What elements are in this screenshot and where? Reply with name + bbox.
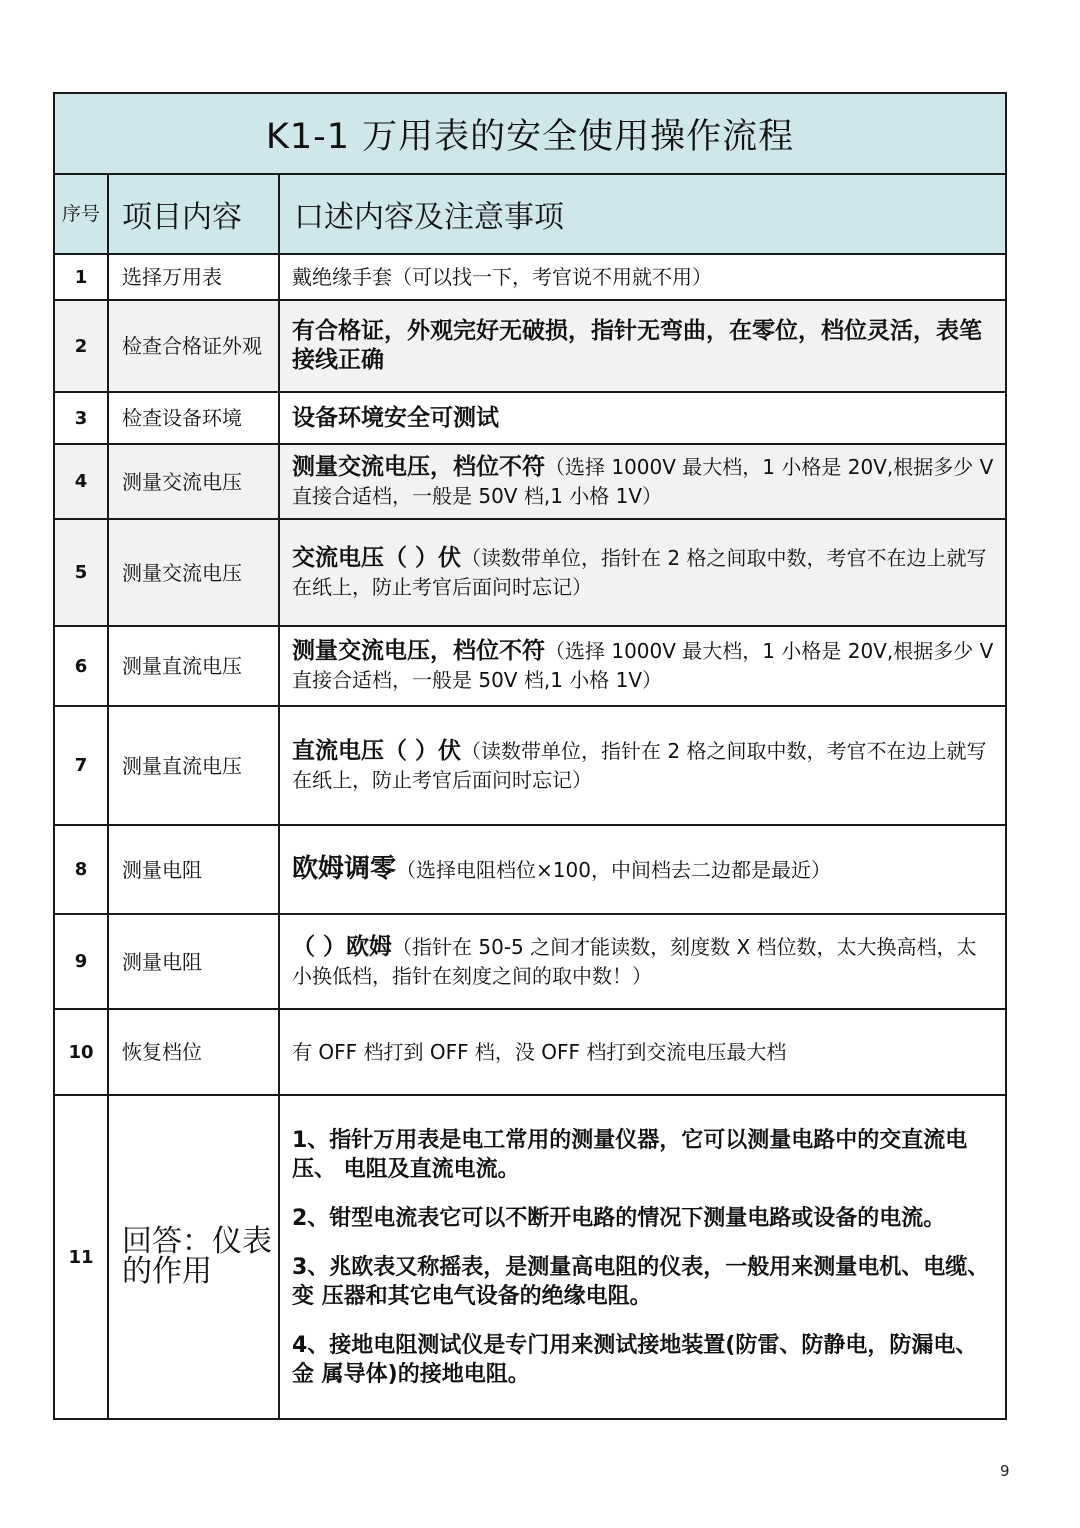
table-row [54, 825, 1006, 914]
table-row [54, 914, 1006, 1009]
row-desc [279, 392, 1006, 444]
row-item: 测量直流电压 [108, 626, 279, 706]
row-desc-bold: 欧姆调零 [292, 853, 397, 884]
row-item: 选择万用表 [108, 254, 279, 300]
row-desc [279, 444, 1006, 519]
row-item: 测量交流电压 [108, 519, 279, 626]
header-item: 项目内容 [108, 174, 279, 254]
row-item: 恢复档位 [108, 1009, 279, 1095]
row-desc-text: （读数带单位，指针在 2 格之间取中数，考官不在边上就写在纸上，防止考官后面问时忘记） [292, 738, 987, 792]
table-row [54, 254, 1006, 300]
row-no: 10 [54, 1009, 108, 1095]
row-desc [279, 1009, 1006, 1095]
row-item: 回答：仪表的作用 [108, 1095, 279, 1419]
answer-item: 2、钳型电流表它可以不断开电路的情况下测量电路或设备的电流。 [292, 1205, 946, 1231]
row-item: 测量电阻 [108, 914, 279, 1009]
row-desc [279, 519, 1006, 626]
row-desc [279, 825, 1006, 914]
row-desc-bold: 测量交流电压，档位不符 [292, 453, 545, 480]
row-desc-bold: 测量交流电压，档位不符 [292, 638, 545, 664]
row-desc-text: （读数带单位，指针在 2 格之间取中数，考官不在边上就写在纸上，防止考官后面问时忘记） [292, 545, 987, 599]
row-no: 11 [54, 1095, 108, 1419]
row-desc-text: （选择 1000V 最大档，1 小格是 20V,根据多少 V 直接合适档，一般是 50V 档,1 小格 1V） [292, 639, 994, 692]
answer-item: 3、兆欧表又称摇表，是测量高电阻的仪表，一般用来测量电机、电缆、变 压器和其它电气设备的绝缘电阻。 [292, 1254, 990, 1309]
answer-item: 4、接地电阻测试仪是专门用来测试接地装置(防雷、防静电，防漏电、金 属导体)的接地电阻。 [292, 1332, 978, 1387]
table-row [54, 1095, 1006, 1419]
row-no: 6 [54, 626, 108, 706]
table-row [54, 519, 1006, 626]
row-desc [279, 254, 1006, 300]
table-row [54, 1009, 1006, 1095]
table-row [54, 300, 1006, 392]
row-desc [279, 300, 1006, 392]
table-row [54, 392, 1006, 444]
row-item: 检查设备环境 [108, 392, 279, 444]
row-desc-text: （选择 1000V 最大档，1 小格是 20V,根据多少 V 直接合适档，一般是 50V 档,1 小格 1V） [292, 454, 994, 508]
answer-list [279, 1095, 1006, 1419]
answer-item: 1、指针万用表是电工常用的测量仪器，它可以测量电路中的交直流电压、 电阻及直流电流。 [292, 1127, 968, 1182]
header-no: 序号 [54, 174, 108, 254]
procedure-table [53, 92, 1007, 1420]
row-no: 9 [54, 914, 108, 1009]
row-no: 1 [54, 254, 108, 300]
row-desc-bold: 有合格证，外观完好无破损，指针无弯曲，在零位，档位灵活，表笔接线正确 [292, 318, 982, 373]
row-no: 5 [54, 519, 108, 626]
row-no: 7 [54, 706, 108, 825]
row-desc [279, 914, 1006, 1009]
row-item: 测量直流电压 [108, 706, 279, 825]
row-desc-text: 有 OFF 档打到 OFF 档，没 OFF 档打到交流电压最大档 [292, 1039, 787, 1064]
row-desc-bold: 交流电压（ ）伏 [292, 544, 462, 571]
row-no: 3 [54, 392, 108, 444]
row-no: 8 [54, 825, 108, 914]
row-desc [279, 706, 1006, 825]
page-number: 9 [1000, 1462, 1010, 1480]
page-title: K1-1 万用表的安全使用操作流程 [54, 93, 1006, 174]
table-row [54, 444, 1006, 519]
row-desc-text: （指针在 50-5 之间才能读数，刻度数 X 档位数，太大换高档，太小换低档，指针在刻度之间的取中数！） [292, 934, 977, 988]
row-desc [279, 626, 1006, 706]
title-row [54, 93, 1006, 174]
table-row [54, 626, 1006, 706]
header-row [54, 174, 1006, 254]
table-row [54, 706, 1006, 825]
row-desc-text: 戴绝缘手套（可以找一下，考官说不用就不用） [292, 264, 712, 289]
row-no: 4 [54, 444, 108, 519]
header-desc: 口述内容及注意事项 [279, 174, 1006, 254]
row-item: 测量交流电压 [108, 444, 279, 519]
row-no: 2 [54, 300, 108, 392]
row-desc-text: （选择电阻档位×100，中间档去二边都是最近） [396, 857, 831, 882]
row-desc-bold: 设备环境安全可测试 [292, 404, 499, 431]
row-item: 测量电阻 [108, 825, 279, 914]
row-desc-bold: （ ）欧姆 [292, 933, 393, 960]
row-desc-bold: 直流电压（ ）伏 [292, 737, 462, 764]
row-item: 检查合格证外观 [108, 300, 279, 392]
